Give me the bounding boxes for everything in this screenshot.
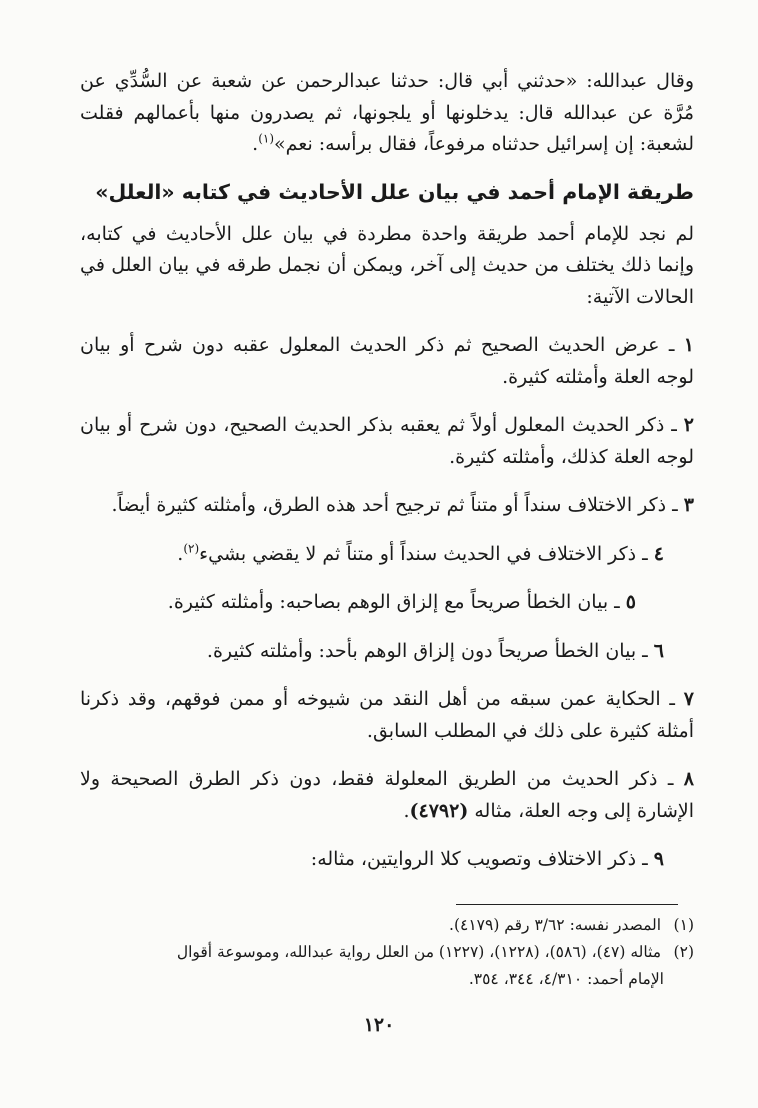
section-lead: لم نجد للإمام أحمد طريقة واحدة مطردة في بيان علل الأحاديث في كتابه، وإنما ذلك يختلف من حديث إلى آخر، ويمكن أن نجمل طرقه في بيان العلل في الحالات الآتية: xyxy=(80,222,694,308)
intro-line-3: بأعمالهم فقلت لشعبة: إن إسرائيل حدثناه مرفوعاً، فقال برأسه: نعم» xyxy=(80,101,694,155)
intro-paragraph xyxy=(80,66,694,161)
list-item-6 xyxy=(80,636,694,668)
item-text: ـ ذكر الاختلاف سنداً أو متناً ثم ترجيح أحد هذه الطرق، وأمثلته كثيرة أيضاً. xyxy=(111,494,684,516)
footnote-separator xyxy=(456,904,678,905)
item-text: ـ عرض الحديث الصحيح ثم ذكر الحديث المعلول عقبه دون شرح أو بيان لوجه العلة وأمثلته كثيرة. xyxy=(80,334,694,388)
intro-end: . xyxy=(252,133,259,155)
item-text: ـ ذكر الحديث المعلول أولاً ثم يعقبه بذكر الحديث الصحيح، دون شرح أو بيان لوجه العلة كذلك، وأمثلته كثيرة. xyxy=(80,414,694,468)
item-text: ـ بيان الخطأ صريحاً مع إلزاق الوهم بصاحبه: وأمثلته كثيرة. xyxy=(167,591,626,613)
footnote-ref-1[interactable]: (١) xyxy=(258,131,275,146)
item-end: . xyxy=(403,799,410,822)
item-number: ٢ xyxy=(683,414,694,436)
section-heading: طريقة الإمام أحمد في بيان علل الأحاديث في كتابه «العلل» xyxy=(95,179,694,204)
item-number: ٩ xyxy=(653,848,664,870)
item-text: ـ ذكر الاختلاف في الحديث سنداً أو متناً ثم لا يقضي بشيء xyxy=(199,542,654,565)
footnote-number: (٢) xyxy=(673,943,694,961)
intro-line-2: السُّدِّي عن مُرَّة عن عبدالله قال: يدخلونها أو يلجونها، ثم يصدرون منها xyxy=(80,70,694,124)
list-item-2 xyxy=(80,410,694,473)
item-number: ٦ xyxy=(653,639,664,662)
footnote-1 xyxy=(80,912,694,939)
footnote-number: (١) xyxy=(673,916,694,934)
item-number: ١ xyxy=(683,334,694,356)
intro-line-1: وقال عبدالله: «حدثني أبي قال: حدثنا عبدالرحمن عن شعبة عن xyxy=(176,70,694,92)
footnote-2-continued: الإمام أحمد: ٤/٣١٠، ٣٤٤، ٣٥٤. xyxy=(468,970,664,988)
item-text: ـ بيان الخطأ صريحاً دون إلزاق الوهم بأحد: وأمثلته كثيرة. xyxy=(206,639,654,662)
item-text: ـ الحكاية عمن سبقه من أهل النقد من شيوخه أو ممن فوقهم، وقد ذكرنا أمثلة كثيرة على ذلك في المطلب السابق. xyxy=(80,688,694,742)
example-number: (٤٧٩٢) xyxy=(409,799,469,822)
list-item-3 xyxy=(80,490,694,522)
item-text: ـ ذكر الاختلاف وتصويب كلا الروايتين، مثاله: xyxy=(310,848,654,870)
page-number: ١٢٠ xyxy=(363,1014,395,1036)
item-number: ٨ xyxy=(683,768,694,790)
item-number: ٥ xyxy=(625,591,636,613)
list-item-7 xyxy=(80,684,694,747)
list-item-4 xyxy=(80,539,694,571)
list-item-8 xyxy=(80,764,694,827)
footnote-text: المصدر نفسه: ٣/٦٢ رقم (٤١٧٩). xyxy=(449,916,662,934)
item-text: ـ ذكر الحديث من الطريق المعلولة فقط، دون ذكر الطرق الصحيحة ولا الإشارة إلى وجه العلة، مثاله xyxy=(80,768,694,822)
main-text xyxy=(80,66,694,876)
footnote-text: مثاله (٤٧)، (٥٨٦)، (١٢٢٨)، (١٢٢٧) من العلل رواية عبدالله، وموسوعة أقوال xyxy=(176,943,662,961)
list-item-1 xyxy=(80,330,694,393)
list-item-5 xyxy=(80,587,694,619)
footnotes xyxy=(80,912,694,993)
footnote-2 xyxy=(80,939,694,966)
footnote-ref-2[interactable]: (٢) xyxy=(183,541,200,556)
item-end: . xyxy=(177,542,184,565)
item-number: ٣ xyxy=(683,494,694,516)
item-number: ٧ xyxy=(683,688,694,710)
item-number: ٤ xyxy=(653,542,664,565)
list-item-9 xyxy=(80,844,694,876)
